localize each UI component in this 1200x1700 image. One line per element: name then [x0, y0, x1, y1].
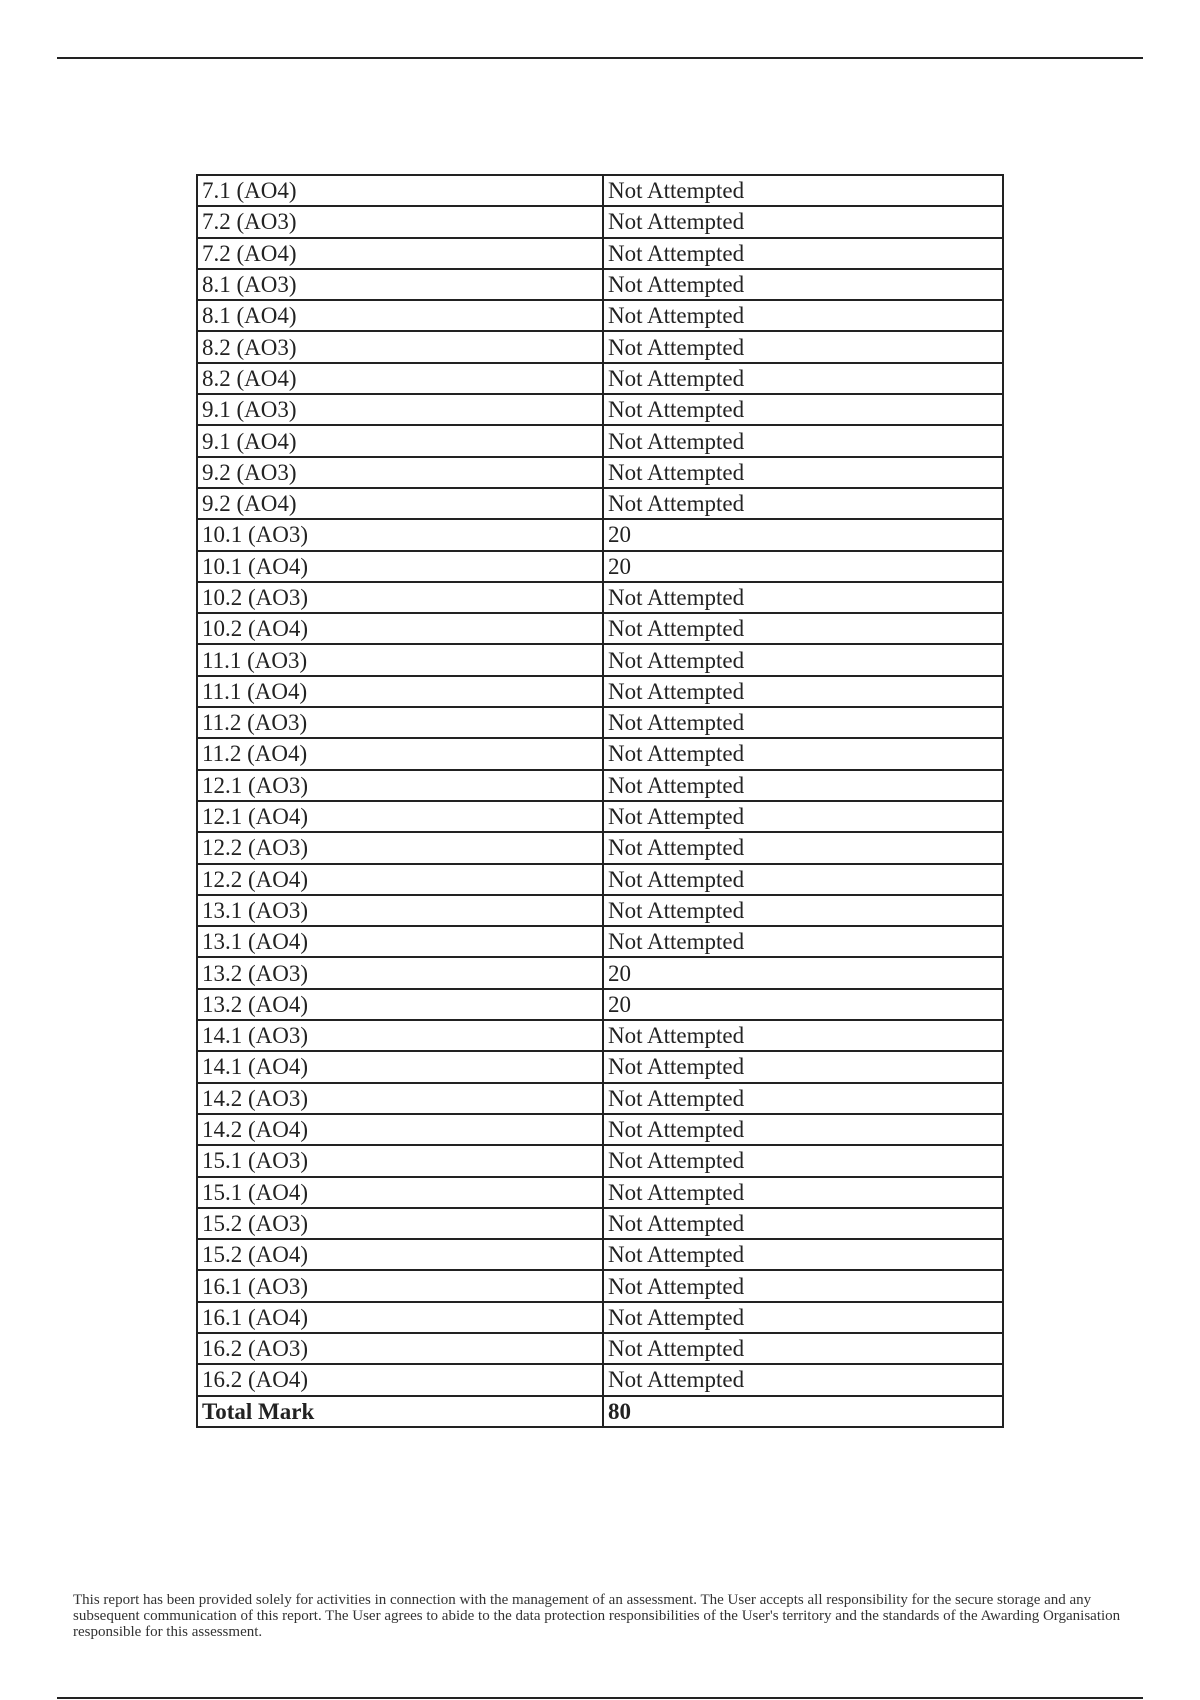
table-row — [197, 1145, 1003, 1176]
question-cell: 11.1 (AO3) — [197, 644, 603, 675]
question-cell: 13.1 (AO3) — [197, 895, 603, 926]
table-row — [197, 738, 1003, 769]
table-row — [197, 832, 1003, 863]
table-row — [197, 175, 1003, 206]
question-cell: 13.2 (AO3) — [197, 957, 603, 988]
table-row — [197, 1051, 1003, 1082]
mark-cell: Not Attempted — [603, 1364, 1003, 1395]
mark-cell: Not Attempted — [603, 832, 1003, 863]
mark-cell: Not Attempted — [603, 895, 1003, 926]
table-row — [197, 1239, 1003, 1270]
mark-cell: Not Attempted — [603, 1302, 1003, 1333]
mark-cell: Not Attempted — [603, 582, 1003, 613]
mark-cell: Not Attempted — [603, 457, 1003, 488]
table-row — [197, 394, 1003, 425]
table-row — [197, 707, 1003, 738]
mark-cell: Not Attempted — [603, 864, 1003, 895]
question-cell: 9.2 (AO4) — [197, 488, 603, 519]
table-row — [197, 425, 1003, 456]
table-row — [197, 926, 1003, 957]
question-cell: 14.2 (AO4) — [197, 1114, 603, 1145]
header-divider — [57, 57, 1143, 59]
table-row — [197, 895, 1003, 926]
table-row — [197, 457, 1003, 488]
question-cell: 7.1 (AO4) — [197, 175, 603, 206]
mark-cell: Not Attempted — [603, 926, 1003, 957]
mark-cell: Not Attempted — [603, 613, 1003, 644]
mark-cell: Not Attempted — [603, 644, 1003, 675]
question-cell: 12.2 (AO4) — [197, 864, 603, 895]
mark-cell: 20 — [603, 551, 1003, 582]
table-row — [197, 269, 1003, 300]
mark-cell: Not Attempted — [603, 300, 1003, 331]
total-value: 80 — [603, 1396, 1003, 1427]
question-cell: 13.2 (AO4) — [197, 989, 603, 1020]
table-row — [197, 801, 1003, 832]
question-cell: 10.2 (AO3) — [197, 582, 603, 613]
mark-cell: Not Attempted — [603, 1051, 1003, 1082]
question-cell: 15.1 (AO3) — [197, 1145, 603, 1176]
question-cell: 16.2 (AO4) — [197, 1364, 603, 1395]
mark-cell: Not Attempted — [603, 801, 1003, 832]
table-row — [197, 300, 1003, 331]
mark-cell: Not Attempted — [603, 175, 1003, 206]
question-cell: 10.1 (AO3) — [197, 519, 603, 550]
question-cell: 11.2 (AO3) — [197, 707, 603, 738]
mark-cell: Not Attempted — [603, 425, 1003, 456]
question-cell: 16.2 (AO3) — [197, 1333, 603, 1364]
mark-cell: Not Attempted — [603, 331, 1003, 362]
total-label: Total Mark — [197, 1396, 603, 1427]
mark-cell: Not Attempted — [603, 363, 1003, 394]
table-row — [197, 1083, 1003, 1114]
question-cell: 7.2 (AO4) — [197, 238, 603, 269]
table-row — [197, 1177, 1003, 1208]
question-cell: 9.1 (AO3) — [197, 394, 603, 425]
table-row — [197, 676, 1003, 707]
mark-cell: Not Attempted — [603, 1239, 1003, 1270]
table-row — [197, 363, 1003, 394]
question-cell: 9.2 (AO3) — [197, 457, 603, 488]
question-cell: 8.1 (AO4) — [197, 300, 603, 331]
mark-cell: Not Attempted — [603, 770, 1003, 801]
question-cell: 11.1 (AO4) — [197, 676, 603, 707]
question-cell: 10.2 (AO4) — [197, 613, 603, 644]
table-row — [197, 1020, 1003, 1051]
question-cell: 7.2 (AO3) — [197, 206, 603, 237]
table-row — [197, 1270, 1003, 1301]
table-row — [197, 1114, 1003, 1145]
footer-disclaimer: This report has been provided solely for activities in connection with the management of an assessment. The User accepts all responsibility for the secure storage and any subsequent communication of this report. The User agrees to abide to the data protection responsibilities of the User's territory and the standards of the Awarding Organisation responsible for this assessment. — [73, 1592, 1121, 1640]
table-row — [197, 770, 1003, 801]
table-row — [197, 1333, 1003, 1364]
question-cell: 12.1 (AO4) — [197, 801, 603, 832]
question-cell: 8.1 (AO3) — [197, 269, 603, 300]
question-cell: 14.2 (AO3) — [197, 1083, 603, 1114]
table-row — [197, 519, 1003, 550]
table-row — [197, 989, 1003, 1020]
question-cell: 14.1 (AO4) — [197, 1051, 603, 1082]
table-row — [197, 1364, 1003, 1395]
table-row — [197, 957, 1003, 988]
mark-cell: Not Attempted — [603, 488, 1003, 519]
table-row — [197, 331, 1003, 362]
table-row — [197, 206, 1003, 237]
mark-cell: Not Attempted — [603, 707, 1003, 738]
footer-divider — [57, 1697, 1143, 1699]
question-cell: 13.1 (AO4) — [197, 926, 603, 957]
total-row — [197, 1396, 1003, 1427]
mark-cell: Not Attempted — [603, 1114, 1003, 1145]
table-row — [197, 238, 1003, 269]
mark-cell: Not Attempted — [603, 1270, 1003, 1301]
marks-table — [196, 174, 1004, 1428]
table-row — [197, 1208, 1003, 1239]
mark-cell: 20 — [603, 519, 1003, 550]
question-cell: 12.2 (AO3) — [197, 832, 603, 863]
table-row — [197, 551, 1003, 582]
question-cell: 16.1 (AO4) — [197, 1302, 603, 1333]
mark-cell: Not Attempted — [603, 1145, 1003, 1176]
mark-cell: Not Attempted — [603, 394, 1003, 425]
mark-cell: Not Attempted — [603, 676, 1003, 707]
question-cell: 11.2 (AO4) — [197, 738, 603, 769]
question-cell: 15.1 (AO4) — [197, 1177, 603, 1208]
question-cell: 8.2 (AO3) — [197, 331, 603, 362]
table-row — [197, 644, 1003, 675]
question-cell: 16.1 (AO3) — [197, 1270, 603, 1301]
question-cell: 12.1 (AO3) — [197, 770, 603, 801]
marks-table-body — [197, 175, 1003, 1427]
mark-cell: Not Attempted — [603, 238, 1003, 269]
mark-cell: Not Attempted — [603, 269, 1003, 300]
table-row — [197, 1302, 1003, 1333]
mark-cell: Not Attempted — [603, 206, 1003, 237]
mark-cell: Not Attempted — [603, 1333, 1003, 1364]
question-cell: 10.1 (AO4) — [197, 551, 603, 582]
question-cell: 14.1 (AO3) — [197, 1020, 603, 1051]
mark-cell: Not Attempted — [603, 1208, 1003, 1239]
question-cell: 8.2 (AO4) — [197, 363, 603, 394]
mark-cell: Not Attempted — [603, 1020, 1003, 1051]
mark-cell: Not Attempted — [603, 738, 1003, 769]
question-cell: 15.2 (AO4) — [197, 1239, 603, 1270]
mark-cell: Not Attempted — [603, 1177, 1003, 1208]
table-row — [197, 613, 1003, 644]
table-row — [197, 488, 1003, 519]
mark-cell: Not Attempted — [603, 1083, 1003, 1114]
mark-cell: 20 — [603, 957, 1003, 988]
question-cell: 15.2 (AO3) — [197, 1208, 603, 1239]
question-cell: 9.1 (AO4) — [197, 425, 603, 456]
table-row — [197, 582, 1003, 613]
mark-cell: 20 — [603, 989, 1003, 1020]
table-row — [197, 864, 1003, 895]
